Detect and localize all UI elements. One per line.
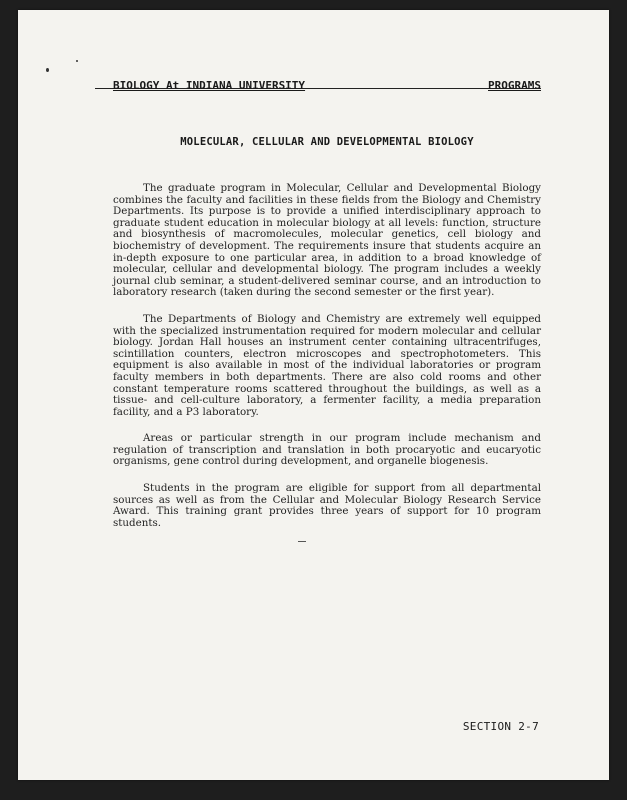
- paragraph-equipment: The Departments of Biology and Chemistry are extremely well equipped with the specialized instrumentation required for modern molecular and cellular biology. Jordan Hall houses an instrument center containing ultracentrifuges, scintillation counters, electron microscopes and spectrophotometers. This equipment is also available in most of the individual laboratories or program faculty members in both departments. There are also cold rooms and other constant temperature rooms scattered throughout the buildings, as well as a tissue- and cell-culture laboratory, a fermenter facility, a media preparation facility, and a P3 laboratory.: [113, 312, 541, 418]
- header-institution: BIOLOGY At INDIANA UNIVERSITY: [113, 79, 306, 92]
- stray-mark: [298, 541, 306, 542]
- paragraph-program-overview: The graduate program in Molecular, Cellular and Developmental Biology combines the faculty and facilities in these fields from the Biology and Chemistry Departments. Its purpose is to provide a unified interdisciplinary approach to graduate student education in molecular biology at all levels: function, structure and biosynthesis of macromolecules, molecular genetics, cell biology and biochemistry of development. The requirements insure that students acquire an in-depth exposure to one particular area, in addition to a broad knowledge of molecular, cellular and developmental biology. The program includes a weekly journal club seminar, a student-delivered seminar course, and an introduction to laboratory research (taken during the second semester or the first year).: [113, 182, 541, 299]
- paper-speck: [46, 68, 49, 72]
- page-footer: SECTION 2-7: [462, 720, 539, 733]
- page-header: [95, 70, 541, 92]
- header-section: PROGRAMS: [488, 79, 541, 92]
- page-title: MOLECULAR, CELLULAR AND DEVELOPMENTAL BIOLOGY: [180, 136, 474, 148]
- paragraph-support: Students in the program are eligible for support from all departmental sources as well as from the Cellular and Molecular Biology Research Service Award. This training grant provides three years of support for 10 program students.: [113, 482, 541, 529]
- paper-speck: [76, 60, 78, 62]
- body-text: [113, 183, 541, 544]
- paragraph-strengths: Areas or particular strength in our program include mechanism and regulation of transcription and translation in both procaryotic and eucaryotic organisms, gene control during development, and organelle biogenesis.: [113, 432, 541, 468]
